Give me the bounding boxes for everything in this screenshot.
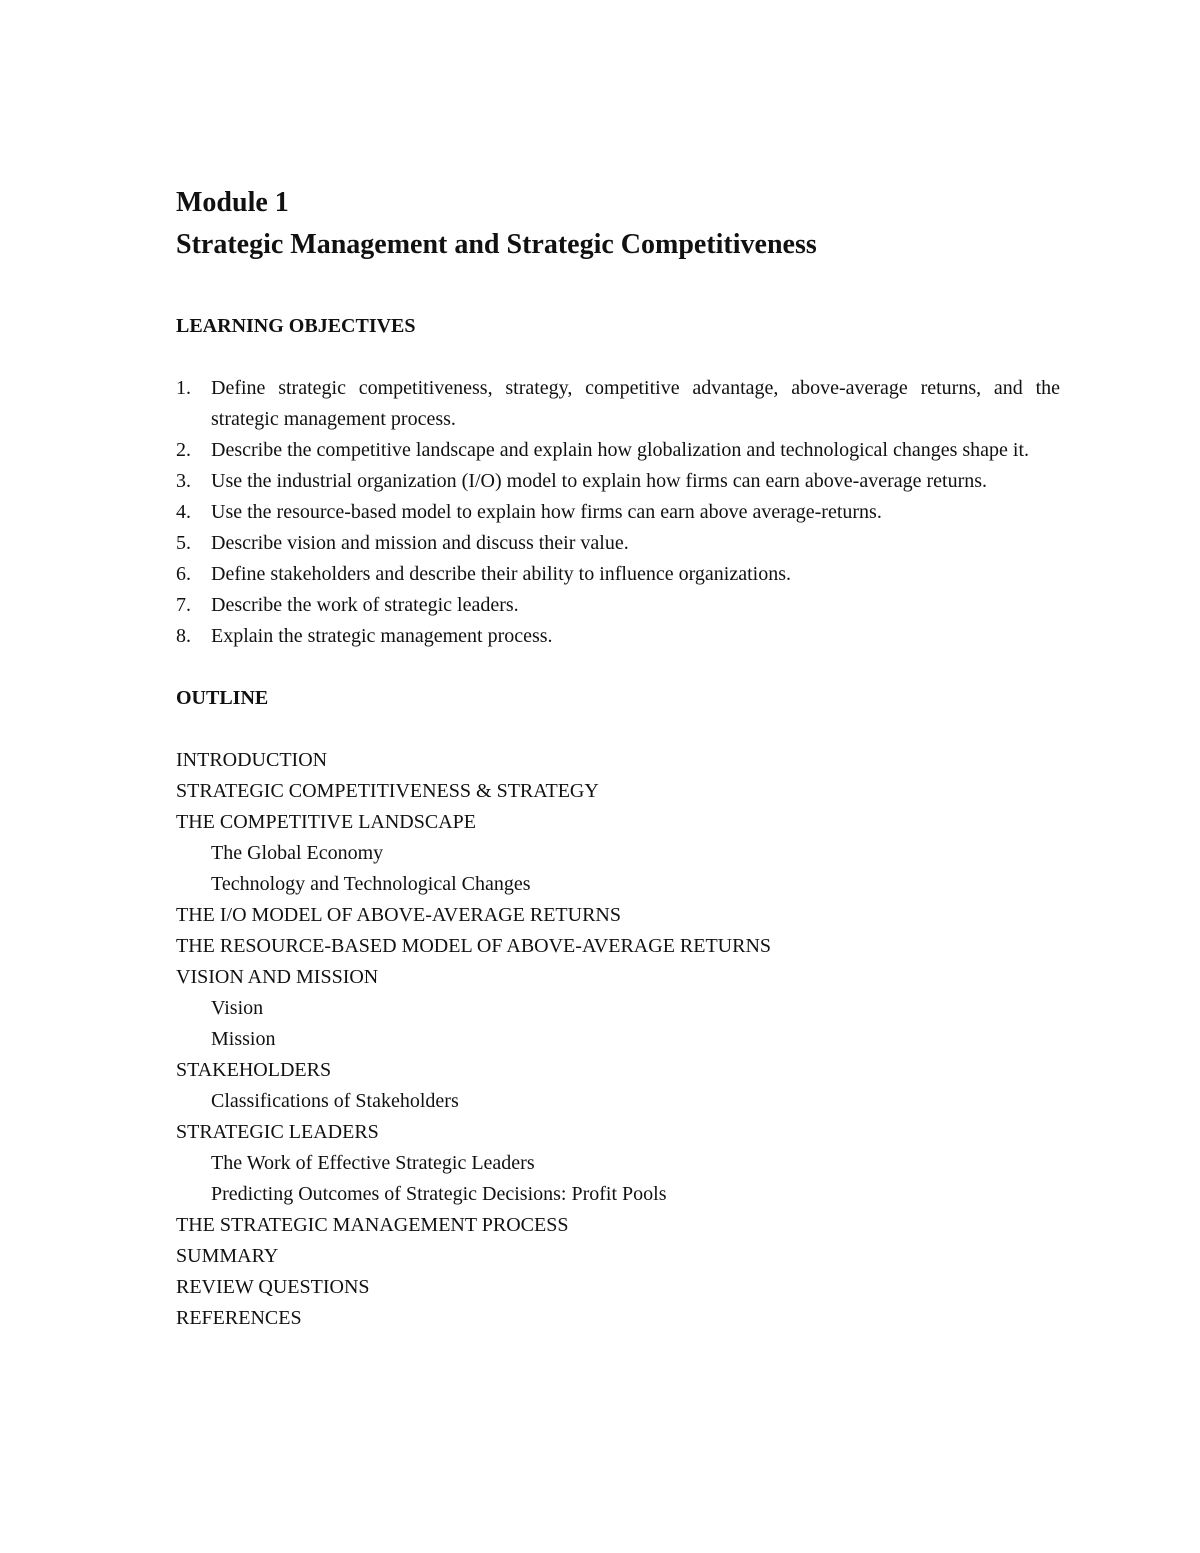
objective-item — [176, 497, 1060, 528]
outline-item: VISION AND MISSION — [176, 966, 379, 988]
objective-item — [176, 466, 1060, 497]
objective-item — [176, 373, 1060, 435]
module-title: Strategic Management and Strategic Competitiveness — [176, 229, 817, 260]
objective-number: 4. — [176, 501, 191, 523]
outline-item: THE RESOURCE-BASED MODEL OF ABOVE-AVERAGE RETURNS — [176, 935, 772, 957]
outline-subitem: Predicting Outcomes of Strategic Decisions: Profit Pools — [211, 1183, 667, 1205]
outline-subitem: The Global Economy — [211, 842, 384, 864]
objective-text: Define stakeholders and describe their ability to influence organizations. — [211, 563, 791, 585]
objective-text: Use the resource-based model to explain how firms can earn above average-returns. — [211, 501, 882, 523]
objective-number: 1. — [176, 377, 191, 399]
objective-text: Describe the work of strategic leaders. — [211, 594, 519, 616]
outline-item: INTRODUCTION — [176, 749, 328, 771]
outline-item: STAKEHOLDERS — [176, 1059, 332, 1081]
objective-text: Define strategic competitiveness, strategy, competitive advantage, above-average returns, and the strategic management process. — [211, 377, 1060, 430]
objective-number: 8. — [176, 625, 191, 647]
objective-text: Describe the competitive landscape and explain how globalization and technological changes shape it. — [211, 439, 1030, 461]
objective-item — [176, 590, 1060, 621]
document-page — [176, 182, 1060, 1334]
learning-objectives-list — [176, 373, 1060, 652]
objective-number: 5. — [176, 532, 191, 554]
outline-item: THE COMPETITIVE LANDSCAPE — [176, 811, 476, 833]
objective-number: 7. — [176, 594, 191, 616]
outline-item: THE I/O MODEL OF ABOVE-AVERAGE RETURNS — [176, 904, 621, 926]
objective-text: Describe vision and mission and discuss their value. — [211, 532, 629, 554]
outline-item: SUMMARY — [176, 1245, 279, 1267]
outline-item: REFERENCES — [176, 1307, 302, 1329]
outline-item: THE STRATEGIC MANAGEMENT PROCESS — [176, 1214, 569, 1236]
objective-number: 3. — [176, 470, 191, 492]
learning-objectives-heading: LEARNING OBJECTIVES — [176, 315, 416, 337]
objective-item — [176, 559, 1060, 590]
objective-item — [176, 621, 1060, 652]
objective-item — [176, 528, 1060, 559]
outline-item: REVIEW QUESTIONS — [176, 1276, 370, 1298]
outline-heading: OUTLINE — [176, 687, 269, 709]
objective-item — [176, 435, 1060, 466]
objective-number: 6. — [176, 563, 191, 585]
module-label: Module 1 — [176, 187, 289, 218]
outline-subitem: Classifications of Stakeholders — [211, 1090, 459, 1112]
outline-list — [176, 745, 1060, 1334]
outline-item: STRATEGIC COMPETITIVENESS & STRATEGY — [176, 780, 599, 802]
objective-text: Explain the strategic management process. — [211, 625, 553, 647]
objective-number: 2. — [176, 439, 191, 461]
outline-subitem: Technology and Technological Changes — [211, 873, 531, 895]
objective-text: Use the industrial organization (I/O) model to explain how firms can earn above-average returns. — [211, 470, 988, 492]
outline-item: STRATEGIC LEADERS — [176, 1121, 379, 1143]
outline-subitem: Vision — [211, 997, 264, 1019]
outline-subitem: Mission — [211, 1028, 276, 1050]
outline-subitem: The Work of Effective Strategic Leaders — [211, 1152, 535, 1174]
